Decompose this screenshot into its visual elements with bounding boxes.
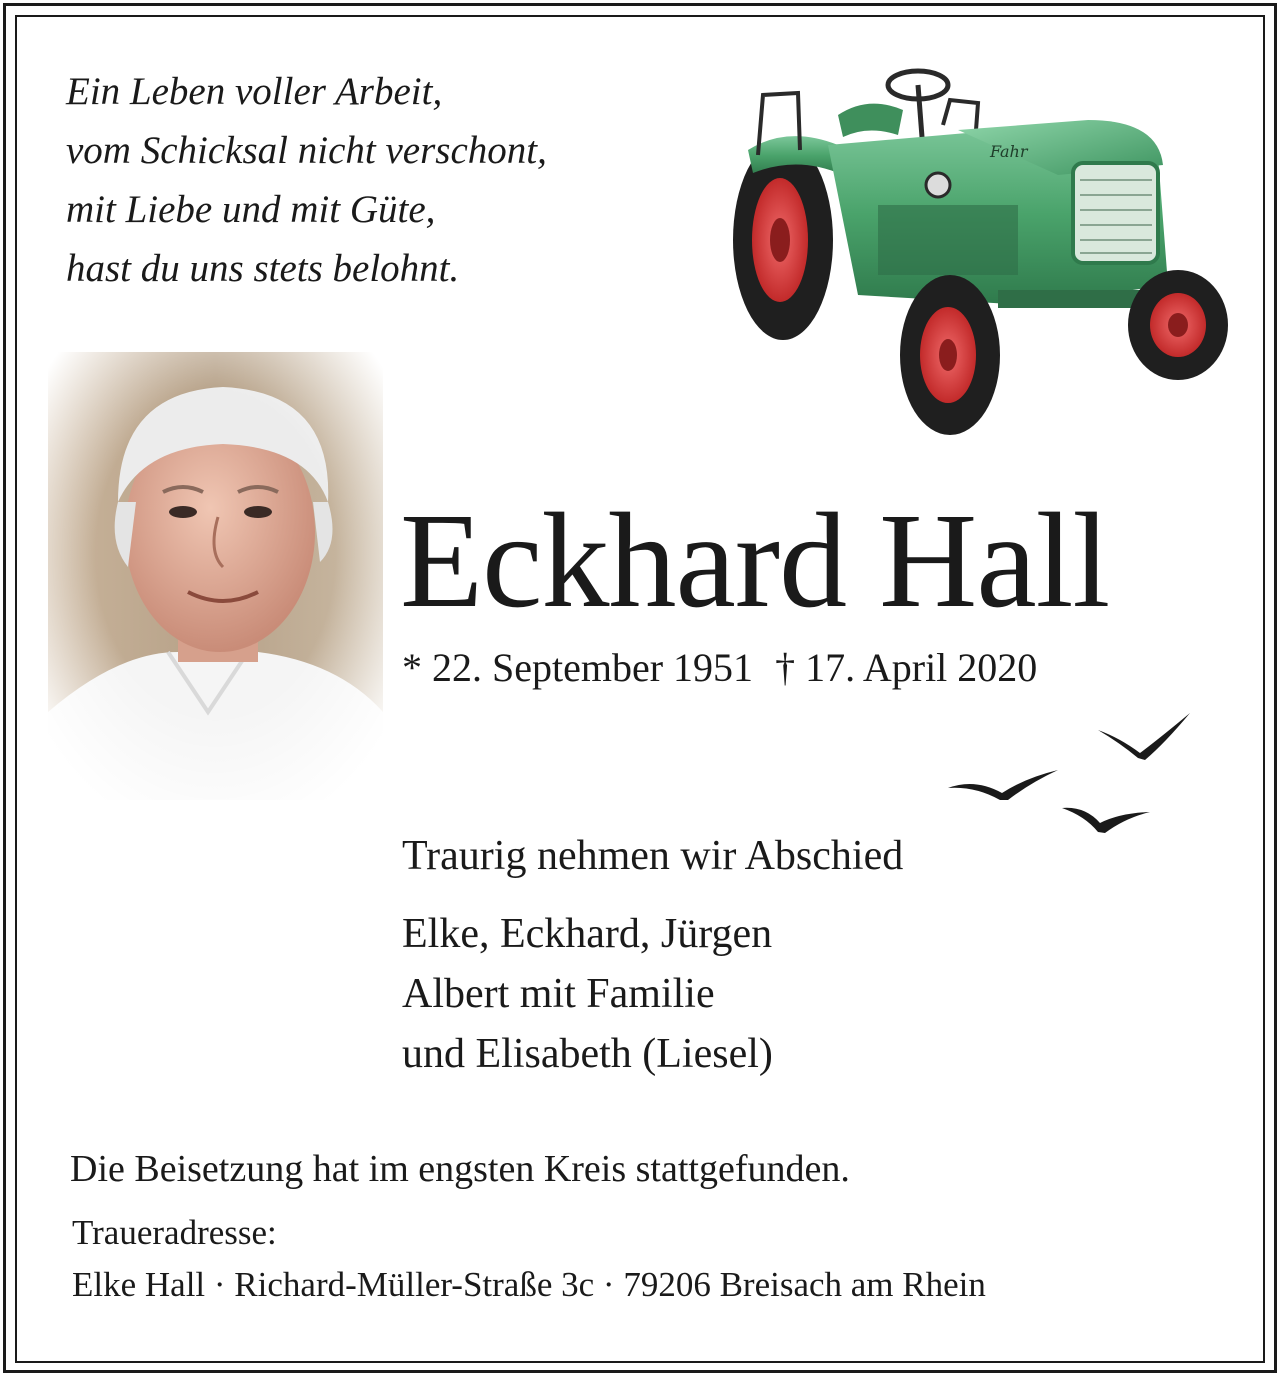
address-line: Elke Hall · Richard-Müller-Straße 3c · 79206 Breisach am Rhein bbox=[72, 1265, 986, 1304]
death-date: † 17. April 2020 bbox=[775, 645, 1038, 690]
poem bbox=[66, 62, 547, 298]
portrait-photo bbox=[48, 352, 383, 800]
poem-line: Ein Leben voller Arbeit, bbox=[66, 70, 443, 113]
bird-icon bbox=[1098, 713, 1190, 760]
bird-icon bbox=[1062, 808, 1150, 833]
poem-line: hast du uns stets belohnt. bbox=[66, 247, 460, 290]
tractor-logo: Fahr bbox=[990, 142, 1028, 161]
family-line: Elke, Eckhard, Jürgen bbox=[402, 911, 773, 957]
birds-illustration bbox=[940, 708, 1200, 838]
family-line: und Elisabeth (Liesel) bbox=[402, 1031, 773, 1077]
burial-note: Die Beisetzung hat im engsten Kreis stattgefunden. bbox=[70, 1148, 850, 1190]
address-label: Traueradresse: bbox=[72, 1213, 277, 1252]
family-line: Albert mit Familie bbox=[402, 971, 715, 1017]
poem-line: vom Schicksal nicht verschont, bbox=[66, 129, 547, 172]
deceased-name: Eckhard Hall bbox=[400, 486, 1110, 636]
life-dates bbox=[402, 642, 1037, 694]
tractor-illustration bbox=[728, 55, 1238, 455]
birth-date: * 22. September 1951 bbox=[402, 645, 754, 690]
farewell-text: Traurig nehmen wir Abschied bbox=[402, 833, 904, 879]
family-names bbox=[402, 904, 773, 1084]
bird-icon bbox=[948, 770, 1058, 800]
poem-line: mit Liebe und mit Güte, bbox=[66, 188, 436, 231]
